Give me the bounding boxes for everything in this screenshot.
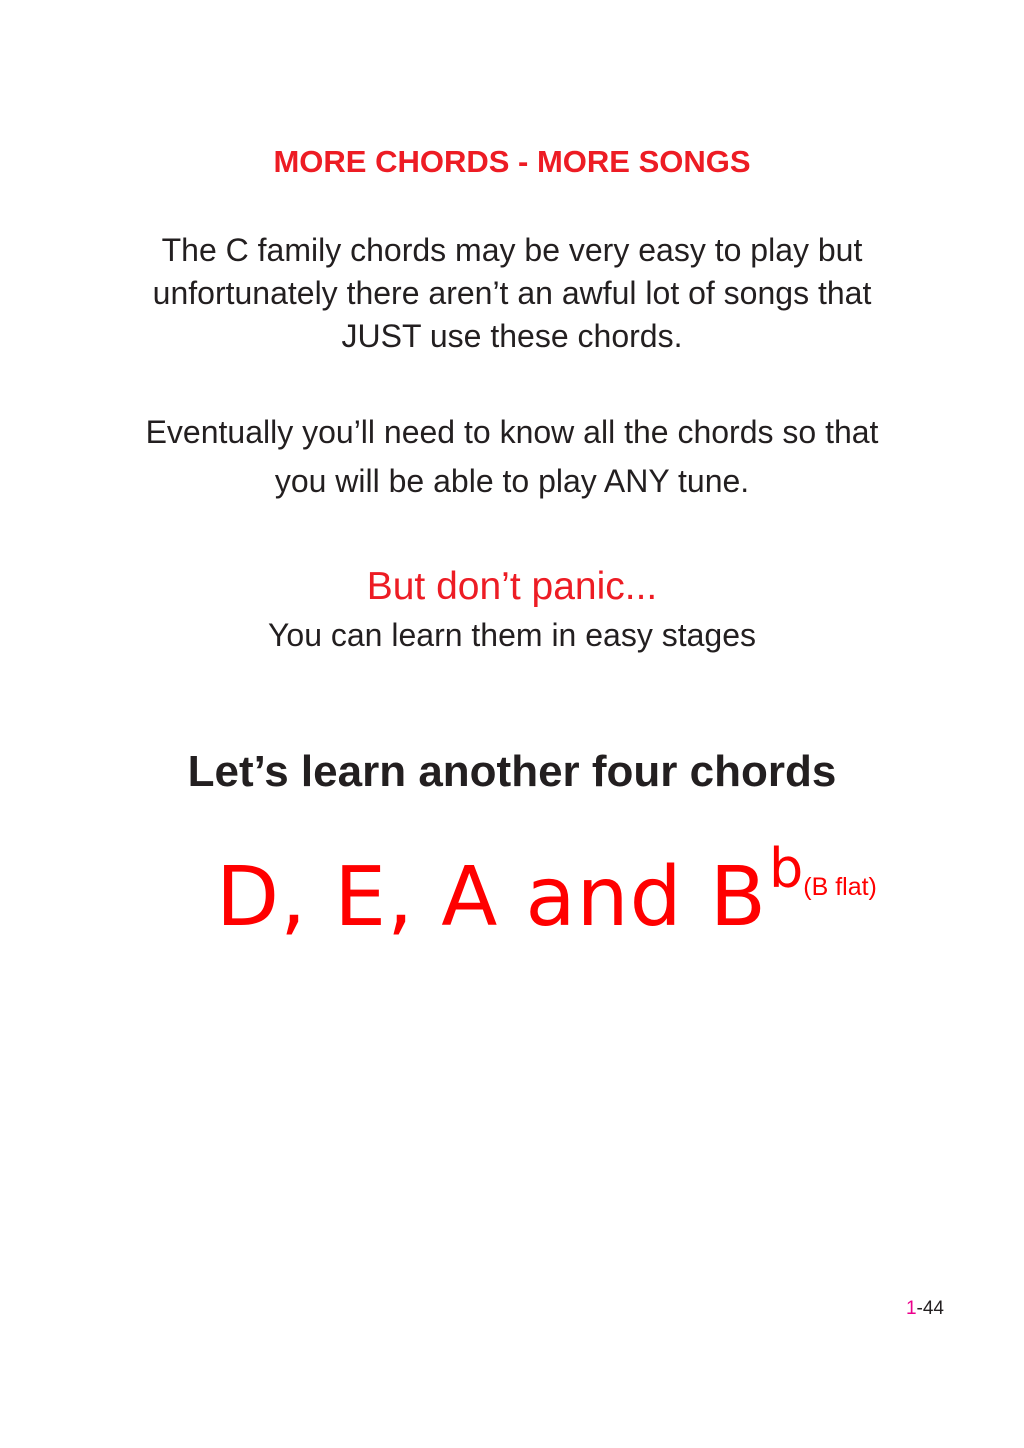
volume-number: 1 [905,1298,917,1319]
chord-names: D, E, A and B [216,850,767,945]
intro-line: JUST use these chords. [341,318,683,354]
stages-text: You can learn them in easy stages [267,617,756,653]
panic-text: But don’t panic... [366,565,658,608]
flat-symbol: b [768,837,804,900]
flat-note: (B flat) [803,873,877,901]
intro-paragraph [0,229,1024,358]
intro-line: The C family chords may be very easy to play but [161,232,863,268]
section-heading: Let’s learn another four chords [187,747,837,796]
eventually-line: you will be able to play ANY tune. [274,463,750,499]
page-number [906,1298,944,1320]
chord-list [216,838,877,958]
eventually-line: Eventually you’ll need to know all the chords so that [145,414,879,450]
page-title: MORE CHORDS - MORE SONGS [273,144,751,179]
page-index: -44 [916,1298,944,1319]
eventually-paragraph [0,408,1024,506]
intro-line: unfortunately there aren’t an awful lot of songs that [152,275,872,311]
